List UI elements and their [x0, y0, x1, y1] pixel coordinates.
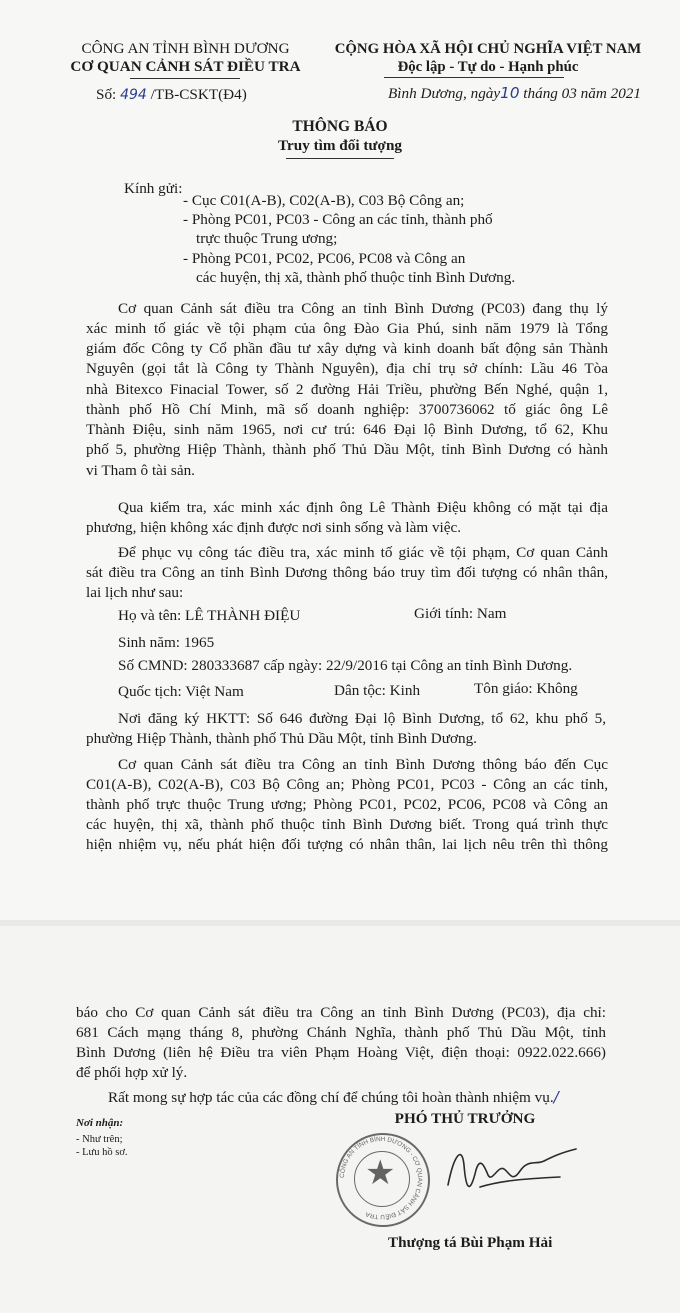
seal-star-icon: ★ — [365, 1155, 396, 1192]
doc-title: THÔNG BÁO — [292, 118, 388, 135]
recipient-line: - Cục C01(A-B), C02(A-B), C03 Bộ Công an; — [183, 192, 465, 209]
paragraph-4-line: Cơ quan Cảnh sát điều tra Công an tỉnh Bình Dương thông báo đến Cục — [118, 756, 608, 773]
agency-underline — [130, 78, 240, 79]
doc-date: Bình Dương, ngày10 tháng 03 năm 2021 — [388, 84, 641, 102]
paragraph-1-line: Thành Điệu, sinh năm 1965, nơi cư trú: 646 Đại lộ Bình Dương, tổ 62, Khu — [86, 421, 608, 438]
paragraph-1-line: giám đốc Công ty Cổ phần đầu tư xây dựng và kinh doanh bất động sản Thành — [86, 340, 608, 357]
paragraph-1-line: Nguyên (gọi tắt là Công ty Thành Nguyên), địa chỉ trụ sở chính: Lầu 46 Tòa — [86, 360, 608, 377]
nation-line-1: CỘNG HÒA XÃ HỘI CHỦ NGHĨA VIỆT NAM — [334, 41, 642, 57]
paragraph-1-line: nhà Bitexco Finacial Tower, số 2 đường Hải Triều, phường Bến Nghé, quận 1, — [86, 381, 608, 398]
recipients-footer-label: Nơi nhận: — [76, 1117, 124, 1129]
paragraph-4-line: thành phố trực thuộc Trung ương; Phòng PC01, PC02, PC06, PC08 và Công an — [86, 796, 608, 813]
profile-nationality: Quốc tịch: Việt Nam — [118, 683, 244, 700]
profile-gender: Giới tính: Nam — [414, 605, 507, 622]
nation-line-2: Độc lập - Tự do - Hạnh phúc — [397, 59, 579, 75]
date-day-handwritten: 10 — [500, 84, 520, 102]
paragraph-1-line: thành phố Hồ Chí Minh, mã số doanh nghiệp: 3700736062 tố giác ông Lê — [86, 401, 608, 418]
paragraph-4-line: C01(A-B), C02(A-B), C03 Bộ Công an; Phòng PC01, PC03 - Công an các tỉnh, — [86, 776, 608, 793]
doc-number: Số: 494 /TB-CSKT(Đ4) — [96, 86, 247, 103]
paragraph-3-line: lai lịch như sau: — [86, 584, 184, 601]
paragraph-4-line: các huyện, thị xã, thành phố thuộc tỉnh Bình Dương biết. Trong quá trình thực — [86, 816, 608, 833]
recipients-footer-item: - Lưu hồ sơ. — [76, 1147, 128, 1158]
paragraph-2-line: phương, hiện không xác định được nơi sinh sống và làm việc. — [86, 519, 462, 536]
paragraph-1-line: phố 5, phường Hiệp Thành, thành phố Thủ Dầu Một, tỉnh Bình Dương có hành — [86, 441, 608, 458]
handwritten-mark: / — [553, 1088, 559, 1106]
paragraph-4-cont-line: để phối hợp xử lý. — [76, 1064, 188, 1081]
profile-birth-year: Sinh năm: 1965 — [118, 634, 215, 651]
paragraph-2-line: Qua kiểm tra, xác minh xác định ông Lê Thành Điệu không có mặt tại địa — [118, 499, 608, 516]
recipient-line: các huyện, thị xã, thành phố thuộc tỉnh Bình Dương. — [196, 269, 516, 286]
recipient-line: - Phòng PC01, PC02, PC06, PC08 và Công an — [183, 250, 466, 267]
svg-text:CÔNG AN TỈNH BÌNH DƯƠNG - CƠ Q: CÔNG AN TỈNH BÌNH DƯƠNG - CƠ QUAN CẢNH SÁT ĐIỀU TRA — [338, 1135, 424, 1221]
recipients-label: Kính gửi: — [124, 180, 183, 197]
paragraph-4-cont-line: 681 Cách mạng tháng 8, phường Chánh Nghĩa, thành phố Thủ Dầu Một, tỉnh — [76, 1024, 606, 1041]
signer-name: Thượng tá Bùi Phạm Hải — [388, 1234, 553, 1251]
recipient-line: trực thuộc Trung ương; — [196, 230, 338, 247]
profile-religion: Tôn giáo: Không — [474, 680, 578, 697]
paragraph-4-cont-line: báo cho Cơ quan Cảnh sát điều tra Công an tỉnh Bình Dương (PC03), địa chỉ: — [76, 1004, 606, 1021]
title-underline — [286, 158, 394, 159]
profile-name: Họ và tên: LÊ THÀNH ĐIỆU — [118, 607, 301, 624]
paragraph-3-line: sát điều tra Công an tỉnh Bình Dương thông báo truy tìm đối tượng có nhân thân, — [86, 564, 608, 581]
agency-line-1: CÔNG AN TỈNH BÌNH DƯƠNG — [81, 40, 290, 57]
nation-underline — [384, 77, 564, 78]
signature-icon — [440, 1135, 600, 1205]
paragraph-1-line: xác minh tố giác về tội phạm của ông Đào Gia Phú, sinh năm 1979 là Tổng — [86, 320, 608, 337]
official-seal — [336, 1133, 430, 1227]
profile-residence-line: Nơi đăng ký HKTT: Số 646 đường Đại lộ Bình Dương, tổ 62, khu phố 5, — [118, 710, 606, 727]
doc-number-handwritten: 494 — [120, 87, 147, 103]
recipients-footer-item: - Như trên; — [76, 1134, 123, 1145]
profile-residence-line: phường Hiệp Thành, thành phố Thủ Dầu Một, tỉnh Bình Dương. — [86, 730, 477, 747]
agency-line-2: CƠ QUAN CẢNH SÁT ĐIỀU TRA — [70, 58, 301, 75]
profile-id-card: Số CMND: 280333687 cấp ngày: 22/9/2016 tại Công an tỉnh Bình Dương. — [118, 657, 573, 674]
paragraph-3-line: Để phục vụ công tác điều tra, xác minh tố giác về tội phạm, Cơ quan Cảnh — [118, 544, 608, 561]
paragraph-1-line: Cơ quan Cảnh sát điều tra Công an tỉnh Bình Dương (PC03) đang thụ lý — [118, 300, 608, 317]
paragraph-1-line: vi Tham ô tài sản. — [86, 462, 195, 479]
paragraph-4-line: hiện nhiệm vụ, nếu phát hiện đối tượng có nhân thân, lai lịch nêu trên thì thông — [86, 836, 608, 853]
doc-subtitle: Truy tìm đối tượng — [278, 137, 402, 154]
profile-ethnicity: Dân tộc: Kinh — [334, 682, 421, 699]
paragraph-4-cont-line: Bình Dương (liên hệ Điều tra viên Phạm Hoàng Việt, điện thoại: 0922.022.666) — [76, 1044, 606, 1061]
recipient-line: - Phòng PC01, PC03 - Công an các tỉnh, thành phố — [183, 211, 493, 228]
closing-line: Rất mong sự hợp tác của các đồng chí để chúng tôi hoàn thành nhiệm vụ./ — [108, 1088, 559, 1106]
signer-title: PHÓ THỦ TRƯỞNG — [394, 1110, 536, 1127]
